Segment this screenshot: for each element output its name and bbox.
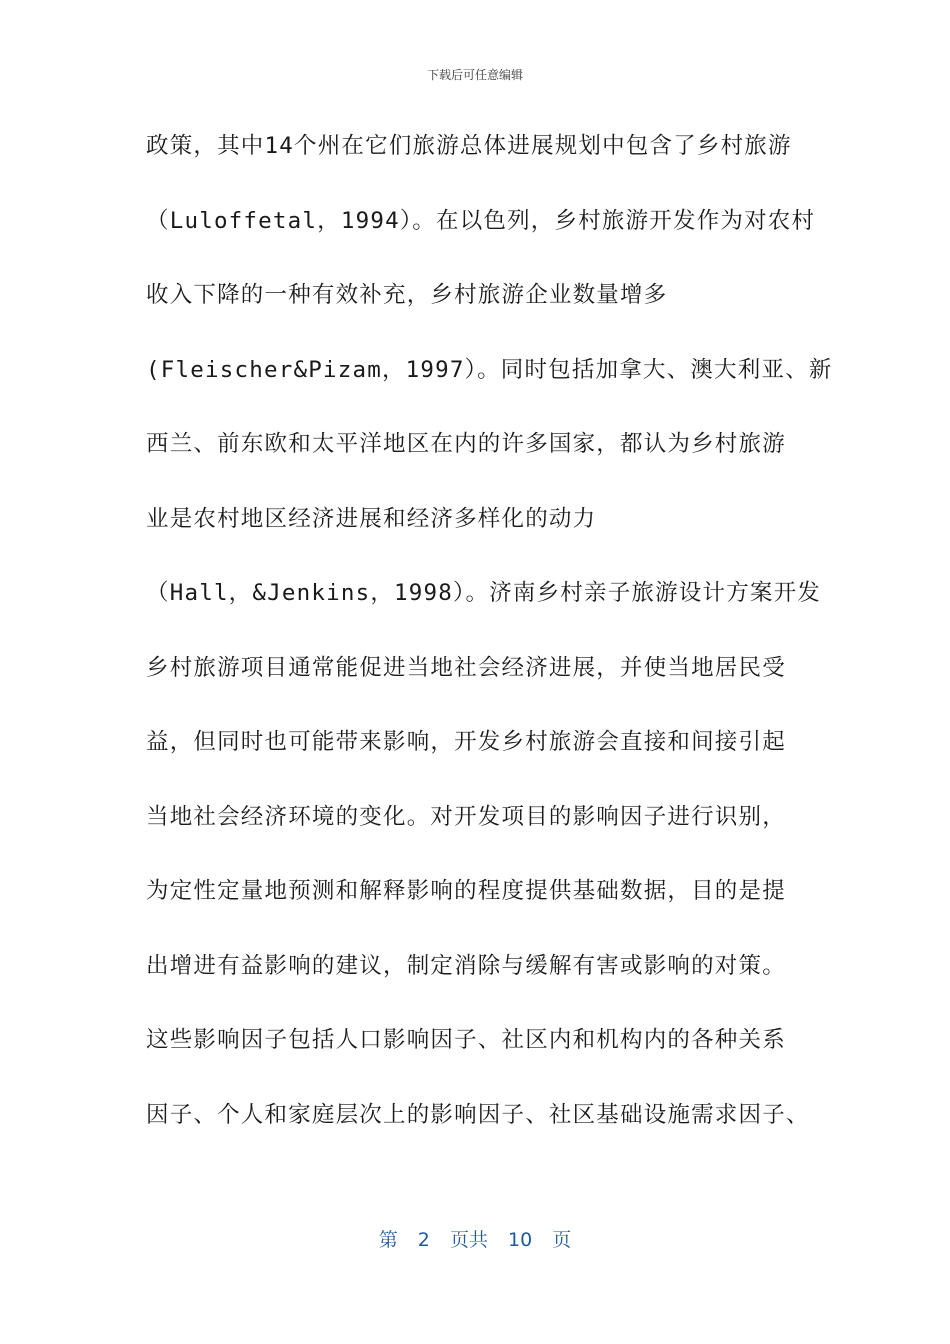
page-header: 下载后可任意编辑 — [426, 68, 523, 82]
text-line: 益，但同时也可能带来影响，开发乡村旅游会直接和间接引起 — [146, 729, 786, 755]
text-line: 业是农村地区经济进展和经济多样化的动力 — [146, 505, 597, 532]
footer-suffix: 页 — [552, 1229, 572, 1251]
text-line: 出增进有益影响的建议，制定消除与缓解有害或影响的对策。 — [146, 952, 786, 979]
current-page-number: 2 — [417, 1229, 430, 1251]
text-line: 西兰、前东欧和太平洋地区在内的许多国家，都认为乡村旅游 — [146, 431, 786, 457]
text-line: 政策，其中14个州在它们旅游总体进展规划中包含了乡村旅游 — [146, 133, 792, 159]
text-line: （Hall，&Jenkins，1998）。济南乡村亲子旅游设计方案开发 — [146, 580, 821, 606]
footer-prefix: 第 — [378, 1229, 398, 1251]
page-footer — [0, 1225, 950, 1252]
text-line: 为定性定量地预测和解释影响的程度提供基础数据，目的是提 — [146, 878, 786, 904]
text-line: 收入下降的一种有效补充，乡村旅游企业数量增多 — [146, 282, 668, 308]
text-line: 当地社会经济环境的变化。对开发项目的影响因子进行识别， — [146, 803, 786, 830]
footer-middle: 页共 — [449, 1229, 488, 1251]
body-text — [146, 124, 833, 1167]
text-line: 因子、个人和家庭层次上的影响因子、社区基础设施需求因子、 — [146, 1101, 810, 1128]
text-line: (Fleischer&Pizam，1997）。同时包括加拿大、澳大利亚、新 — [146, 356, 833, 383]
text-line: 这些影响因子包括人口影响因子、社区内和机构内的各种关系 — [146, 1027, 786, 1053]
total-page-count: 10 — [508, 1229, 533, 1251]
text-line: 乡村旅游项目通常能促进当地社会经济进展，并使当地居民受 — [146, 654, 786, 681]
text-line: （Luloffetal，1994）。在以色列，乡村旅游开发作为对农村 — [146, 207, 816, 234]
